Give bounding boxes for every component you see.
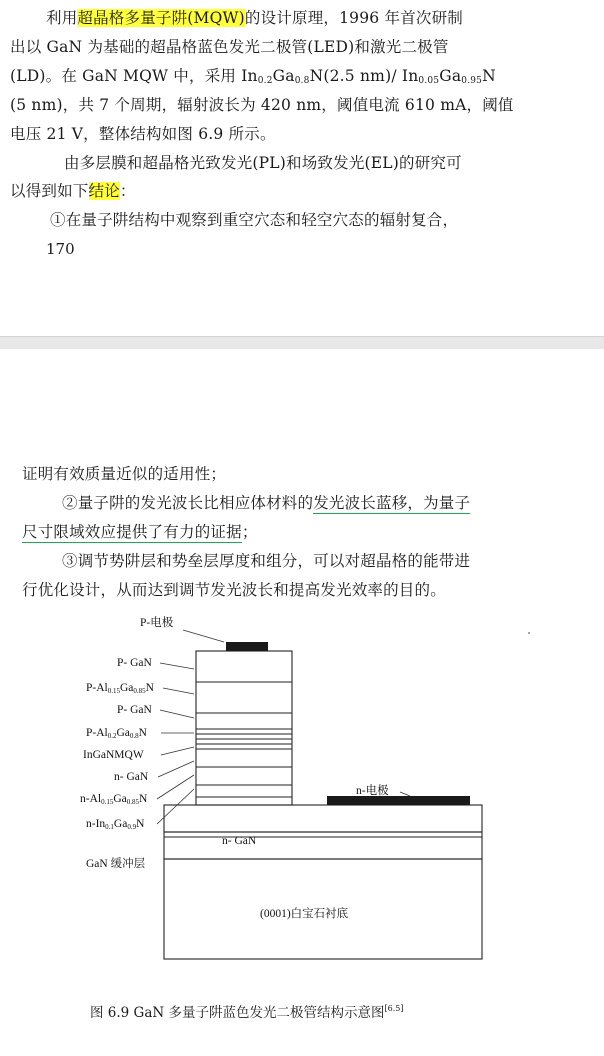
figure-caption-text: 图 6.9 GaN 多量子阱蓝色发光二极管结构示意图 xyxy=(90,1005,385,1021)
item2-line1-pre: ②量子阱的发光波长比相应体材料的 xyxy=(62,494,314,512)
label-gan-buffer: GaN 缓冲层 xyxy=(86,858,146,870)
label-n-algan: n-Al0.15Ga0.85N xyxy=(80,793,148,806)
figure-caption xyxy=(90,1001,403,1021)
para2-line2 xyxy=(10,181,136,201)
para1-line2: 出以 GaN 为基础的超晶格蓝色发光二极管(LED)和激光二极管 xyxy=(10,38,449,56)
scan-speck xyxy=(528,632,530,634)
para2-line2-post: ： xyxy=(119,182,136,200)
para1-line5: 电压 21 V，整体结构如图 6.9 所示。 xyxy=(10,125,276,143)
label-n-gan-base: n- GaN xyxy=(222,835,257,847)
label-p-algan-02: P-Al0.2Ga0.8N xyxy=(86,727,147,740)
underline-blueshift: 发光波长蓝移，为量子 xyxy=(313,494,471,512)
line3-s2: 0.8 xyxy=(294,76,310,86)
item1-continuation: 证明有效质量近似的适用性； xyxy=(22,465,227,483)
line3-s3: 0.05 xyxy=(418,76,440,86)
buffer-layer xyxy=(164,832,482,859)
para2-line1: 由多层膜和超晶格光致发光(PL)和场致发光(EL)的研究可 xyxy=(64,154,462,172)
line3-a: (LD)。在 GaN MQW 中，采用 In xyxy=(10,67,258,85)
label-p-gan-mid: P- GaN xyxy=(117,704,152,716)
para1-line4: (5 nm)，共 7 个周期，辐射波长为 420 nm，阈值电流 610 mA，阈值 xyxy=(10,96,514,114)
underline-evidence: 尺寸限域效应提供了有力的证据 xyxy=(22,523,242,541)
page-bottom xyxy=(0,349,604,1056)
label-n-gan-upper: n- GaN xyxy=(114,771,149,783)
n-electrode xyxy=(327,796,470,805)
line3-s1: 0.2 xyxy=(257,76,273,86)
para1-line1-pre: 利用 xyxy=(46,9,78,27)
p-electrode xyxy=(226,642,268,651)
line3-s4: 0.95 xyxy=(461,76,483,86)
line3-e: N xyxy=(482,67,496,85)
mesa-stack xyxy=(196,651,292,805)
label-n-ingan: n-In0.1Ga0.9N xyxy=(86,818,145,831)
label-ingan-mqw: InGaNMQW xyxy=(83,749,144,761)
highlight-mqw: 超晶格多量子阱(MQW) xyxy=(77,9,245,27)
para2-line2-pre: 以得到如下 xyxy=(10,182,89,200)
item2-line2-post: ； xyxy=(241,523,258,541)
led-structure-figure xyxy=(0,349,604,1056)
line3-c: N(2.5 nm)/ In xyxy=(309,67,419,85)
label-p-algan-015: P-Al0.15Ga0.85N xyxy=(86,682,154,695)
label-p-electrode: P-电极 xyxy=(140,617,174,629)
item3-line1: ③调节势阱层和势垒层厚度和组分，可以对超晶格的能带进 xyxy=(62,552,471,570)
page-top xyxy=(0,0,604,336)
label-p-gan-top: P- GaN xyxy=(117,657,152,669)
para1-line3 xyxy=(10,66,496,91)
para1-line1 xyxy=(46,8,463,28)
item1-line1: ①在量子阱结构中观察到重空穴态和轻空穴态的辐射复合， xyxy=(50,211,459,229)
page-separator xyxy=(0,336,604,350)
label-substrate: (0001)白宝石衬底 xyxy=(260,908,349,920)
line3-d: Ga xyxy=(439,67,462,85)
item3-line2: 行优化设计，从而达到调节发光波长和提高发光效率的目的。 xyxy=(22,581,446,599)
para1-line1-post: 的设计原理，1996 年首次研制 xyxy=(244,9,463,27)
page-number: 170 xyxy=(46,240,75,258)
label-n-electrode: n-电极 xyxy=(356,785,389,797)
figure-caption-ref: [6.5] xyxy=(384,1004,404,1013)
n-gan-base-layer xyxy=(164,805,482,832)
line3-b: Ga xyxy=(272,67,295,85)
highlight-conclusion: 结论 xyxy=(88,182,120,200)
